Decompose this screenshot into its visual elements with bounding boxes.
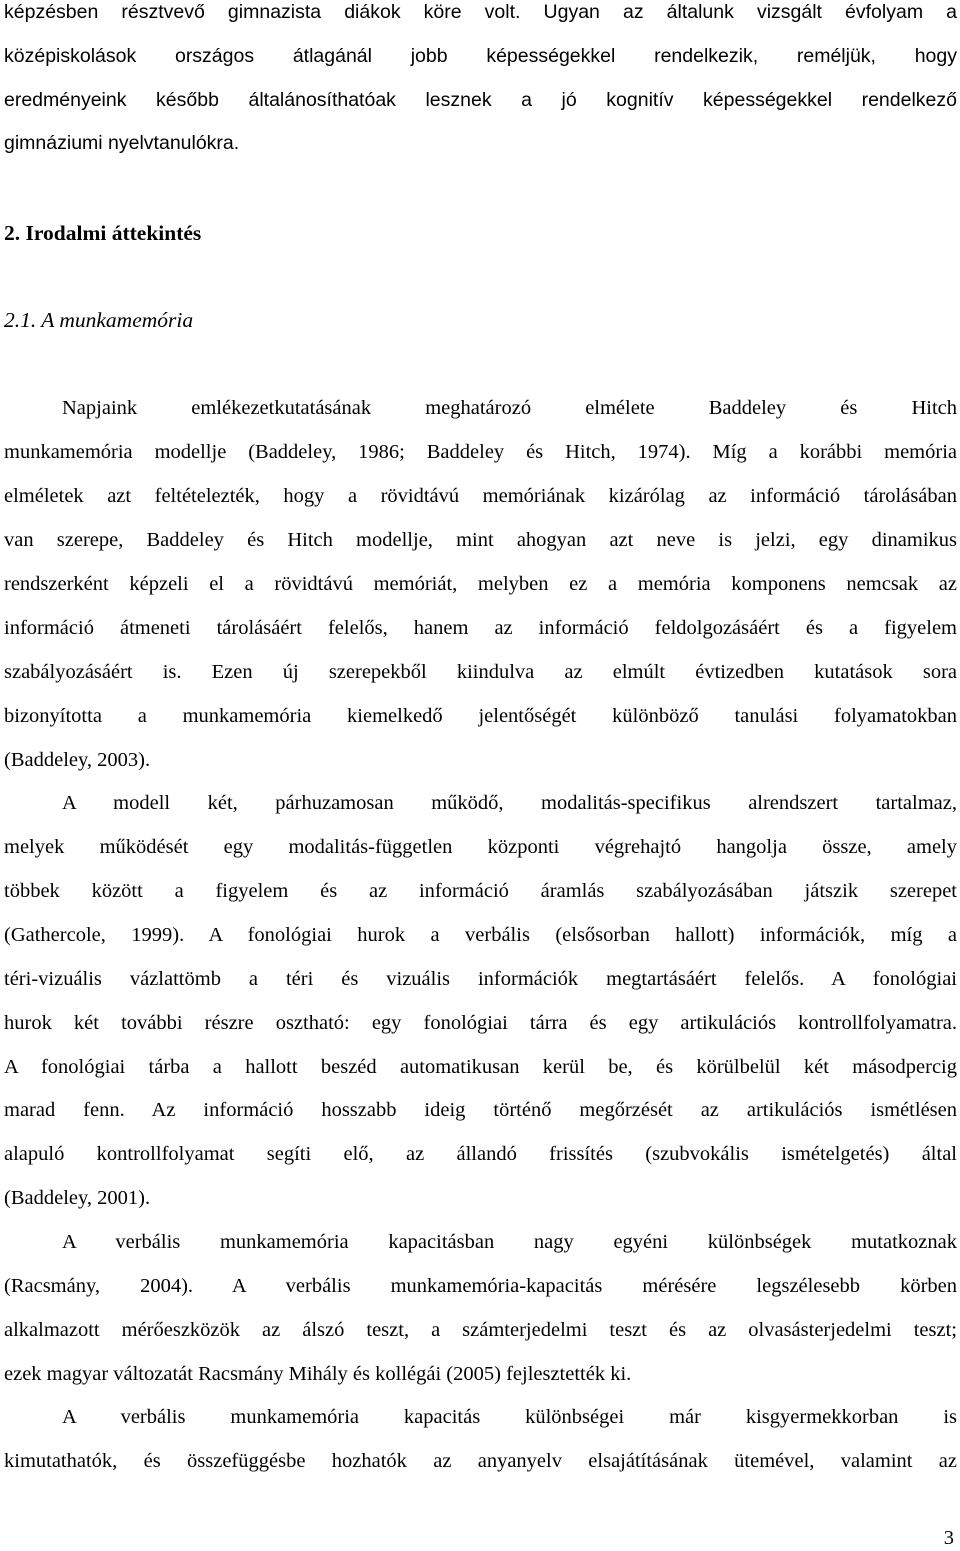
paragraph-line: A verbális munkamemória kapacitásban nagy egyéni különbségek mutatkoznak: [62, 1231, 957, 1253]
paragraph-line: van szerepe, Baddeley és Hitch modellje, mint ahogyan azt neve is jelzi, egy dinamikus: [4, 529, 957, 551]
page-number: 3: [943, 1527, 954, 1549]
paragraph-line: munkamemória modellje (Baddeley, 1986; Baddeley és Hitch, 1974). Míg a korábbi memória: [4, 441, 957, 463]
paragraph-line: alapuló kontrollfolyamat segíti elő, az állandó frissítés (szubvokális ismételgetés) által: [4, 1143, 957, 1165]
paragraph-line: Napjaink emlékezetkutatásának meghatározó elmélete Baddeley és Hitch: [62, 397, 957, 419]
paragraph-line: marad fenn. Az információ hosszabb ideig történő megőrzését az artikulációs ismétlésen: [4, 1099, 957, 1121]
paragraph-line: (Racsmány, 2004). A verbális munkamemória-kapacitás mérésére legszélesebb körben: [4, 1275, 957, 1297]
paragraph-line: hurok két további részre osztható: egy fonológiai tárra és egy artikulációs kontrollfolyamatra.: [4, 1012, 957, 1034]
paragraph-line: szabályozásáért is. Ezen új szerepekből kiindulva az elmúlt évtizedben kutatások sora: [4, 661, 957, 683]
paragraph-line: információ átmeneti tárolásáért felelős, hanem az információ feldolgozásáért és a figyelem: [4, 617, 957, 639]
paragraph-line: melyek működését egy modalitás-független központi végrehajtó hangolja össze, amely: [4, 836, 957, 858]
paragraph-line: rendszerként képzeli el a rövidtávú memóriát, melyben ez a memória komponens nemcsak az: [4, 573, 957, 595]
paragraph-line: (Baddeley, 2001).: [4, 1187, 151, 1209]
intro-line: középiskolások országos átlagánál jobb képességekkel rendelkezik, reméljük, hogy: [4, 45, 957, 67]
subsection-heading: 2.1. A munkamemória: [4, 308, 194, 332]
paragraph-line: téri-vizuális vázlattömb a téri és vizuális információk megtartásáért felelős. A fonológiai: [4, 968, 957, 990]
intro-line: eredményeink később általánosíthatóak lesznek a jó kognitív képességekkel rendelkező: [4, 89, 957, 111]
paragraph-line: alkalmazott mérőeszközök az álszó teszt, a számterjedelmi teszt és az olvasásterjedelmi teszt;: [4, 1319, 957, 1341]
paragraph-line: elméletek azt feltételezték, hogy a rövidtávú memóriának kizárólag az információ tárolásában: [4, 485, 957, 507]
paragraph-line: többek között a figyelem és az információ áramlás szabályozásában játszik szerepet: [4, 880, 957, 902]
paragraph-line: bizonyította a munkamemória kiemelkedő jelentőségét különböző tanulási folyamatokban: [4, 705, 957, 727]
paragraph-line: ezek magyar változatát Racsmány Mihály és kollégái (2005) fejlesztették ki.: [4, 1363, 632, 1385]
paragraph-line: (Baddeley, 2003).: [4, 749, 151, 771]
intro-line: képzésben résztvevő gimnazista diákok köre volt. Ugyan az általunk vizsgált évfolyam a: [4, 1, 957, 23]
paragraph-line: A modell két, párhuzamosan működő, modalitás-specifikus alrendszert tartalmaz,: [62, 792, 957, 814]
paragraph-line: A fonológiai tárba a hallott beszéd automatikusan kerül be, és körülbelül két másodpercig: [4, 1056, 957, 1078]
section-heading: 2. Irodalmi áttekintés: [4, 221, 202, 245]
paragraph-line: kimutathatók, és összefüggésbe hozhatók az anyanyelv elsajátításának ütemével, valamint az: [4, 1450, 957, 1472]
paragraph-line: (Gathercole, 1999). A fonológiai hurok a verbális (elsősorban hallott) információk, míg a: [4, 924, 957, 946]
intro-line: gimnáziumi nyelvtanulókra.: [4, 132, 240, 154]
paragraph-line: A verbális munkamemória kapacitás különbségei már kisgyermekkorban is: [62, 1406, 957, 1428]
